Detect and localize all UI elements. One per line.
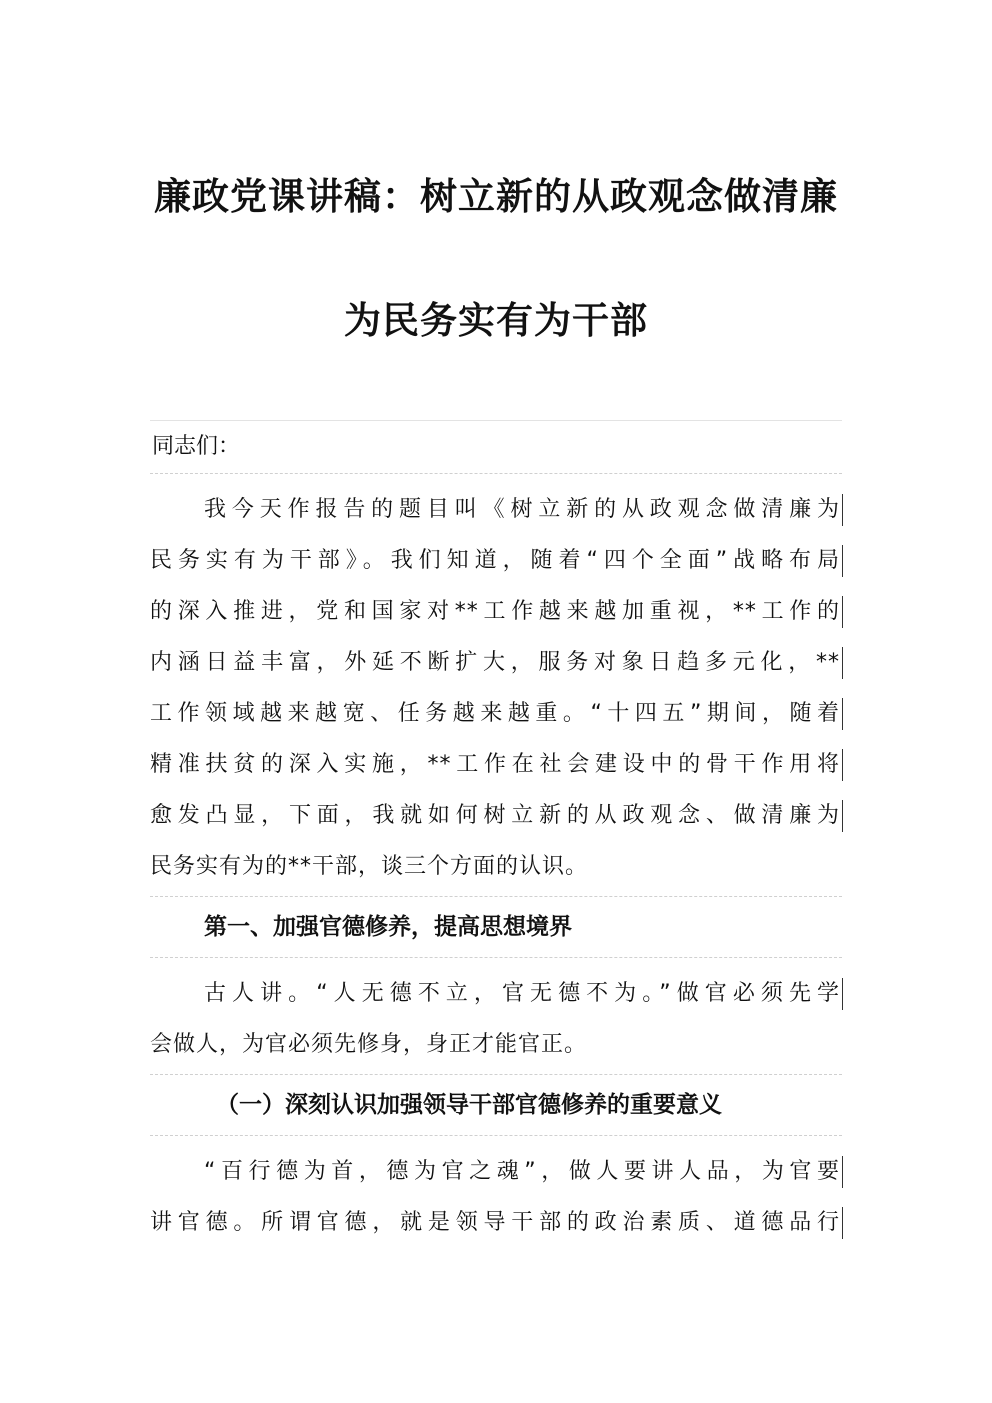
paragraph-line: 民务实有为干部》。我们知道，随着“四个全面”战略布局 — [150, 535, 842, 586]
paragraph-line: 精准扶贫的深入实施，**工作在社会建设中的骨干作用将 — [150, 739, 842, 790]
document-title-line-2: 为民务实有为干部 — [344, 299, 648, 342]
paragraph-line: 内涵日益丰富，外延不断扩大，服务对象日趋多元化，** — [150, 637, 842, 688]
paragraph-line: 愈发凸显，下面，我就如何树立新的从政观念、做清廉为 — [150, 790, 842, 841]
intro-paragraph — [150, 473, 842, 896]
paragraph-3 — [150, 1135, 842, 1252]
paragraph-line: 我今天作报告的题目叫《树立新的从政观念做清廉为 — [150, 484, 842, 535]
section-heading-1: 第一、加强官德修养，提高思想境界 — [150, 896, 842, 957]
document-body — [150, 420, 842, 1252]
paragraph-line: 民务实有为的**干部，谈三个方面的认识。 — [150, 854, 589, 879]
paragraph-2 — [150, 957, 842, 1074]
paragraph-line: 工作领域越来越宽、任务越来越重。“十四五”期间，随着 — [150, 688, 842, 739]
document-title-line-1: 廉政党课讲稿：树立新的从政观念做清廉 — [154, 175, 838, 218]
paragraph-line: 的深入推进，党和国家对**工作越来越加重视，**工作的 — [150, 586, 842, 637]
paragraph-line: 讲官德。所谓官德，就是领导干部的政治素质、道德品行 — [150, 1197, 842, 1248]
greeting: 同志们： — [150, 420, 842, 473]
subsection-heading-1: （一）深刻认识加强领导干部官德修养的重要意义 — [150, 1074, 842, 1135]
paragraph-line: 会做人，为官必须先修身，身正才能官正。 — [150, 1032, 588, 1057]
paragraph-line: 古人讲。“人无德不立，官无德不为。”做官必须先学 — [150, 968, 842, 1019]
paragraph-line: “百行德为首，德为官之魂”，做人要讲人品，为官要 — [150, 1146, 842, 1197]
